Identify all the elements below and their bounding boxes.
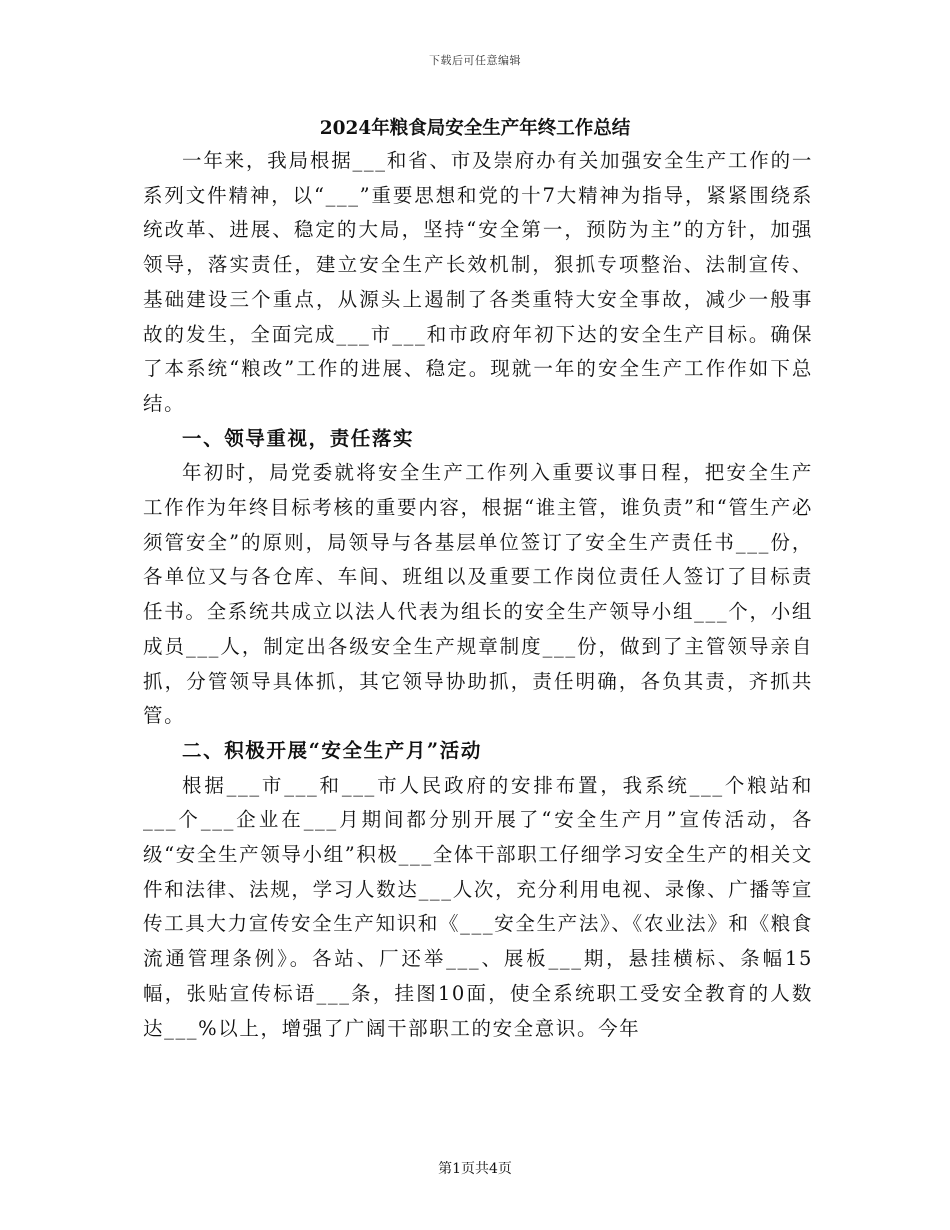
intro-paragraph: 一年来，我局根据___和省、市及崇府办有关加强安全生产工作的一系列文件精神，以“___”重要思想和党的十7大精神为指导，紧紧围绕系统改革、进展、稳定的大局，坚持“安全第一，预防为主”的方针，加强领导，落实责任，建立安全生产长效机制，狠抓专项整治、法制宣传、基础建设三个重点，从源头上遏制了各类重特大安全事故，减少一般事故的发生，全面完成___市___和市政府年初下达的安全生产目标。确保了本系统“粮改”工作的进展、稳定。现就一年的安全生产工作作如下总结。 xyxy=(143,149,813,415)
page-number-footer: 第1页共4页 xyxy=(438,1161,512,1177)
section-2-paragraph: 根据___市___和___市人民政府的安排布置，我系统___个粮站和___个___企业在___月期间都分别开展了“安全生产月”宣传活动，各级“安全生产领导小组”积极___全体干部职工仔细学习安全生产的相关文件和法律、法规，学习人数达___人次，充分利用电视、录像、广播等宣传工具大力宣传安全生产知识和《___安全生产法》、《农业法》和《粮食流通管理条例》。各站、厂还举___、展板___期，悬挂横标、条幅15幅，张贴宣传标语___条，挂图10面，使全系统职工受安全教育的人数达___%以上，增强了广阔干部职工的安全意识。今年 xyxy=(143,773,813,1040)
section-2-heading: 二、积极开展“安全生产月”活动 xyxy=(182,738,482,762)
document-title: 2024年粮食局安全生产年终工作总结 xyxy=(319,118,631,139)
page-header-note: 下载后可任意编辑 xyxy=(429,54,521,67)
section-1-paragraph: 年初时，局党委就将安全生产工作列入重要议事日程，把安全生产工作作为年终目标考核的重要内容，根据“谁主管，谁负责”和“管生产必须管安全”的原则，局领导与各基层单位签订了安全生产责任书___份，各单位又与各仓库、车间、班组以及重要工作岗位责任人签订了目标责任书。全系统共成立以法人代表为组长的安全生产领导小组___个，小组成员___人，制定出各级安全生产规章制度___份，做到了主管领导亲自抓，分管领导具体抓，其它领导协助抓，责任明确，各负其责，齐抓共管。 xyxy=(143,461,813,728)
section-1-heading: 一、领导重视，责任落实 xyxy=(182,426,415,450)
document-body xyxy=(143,144,813,1046)
